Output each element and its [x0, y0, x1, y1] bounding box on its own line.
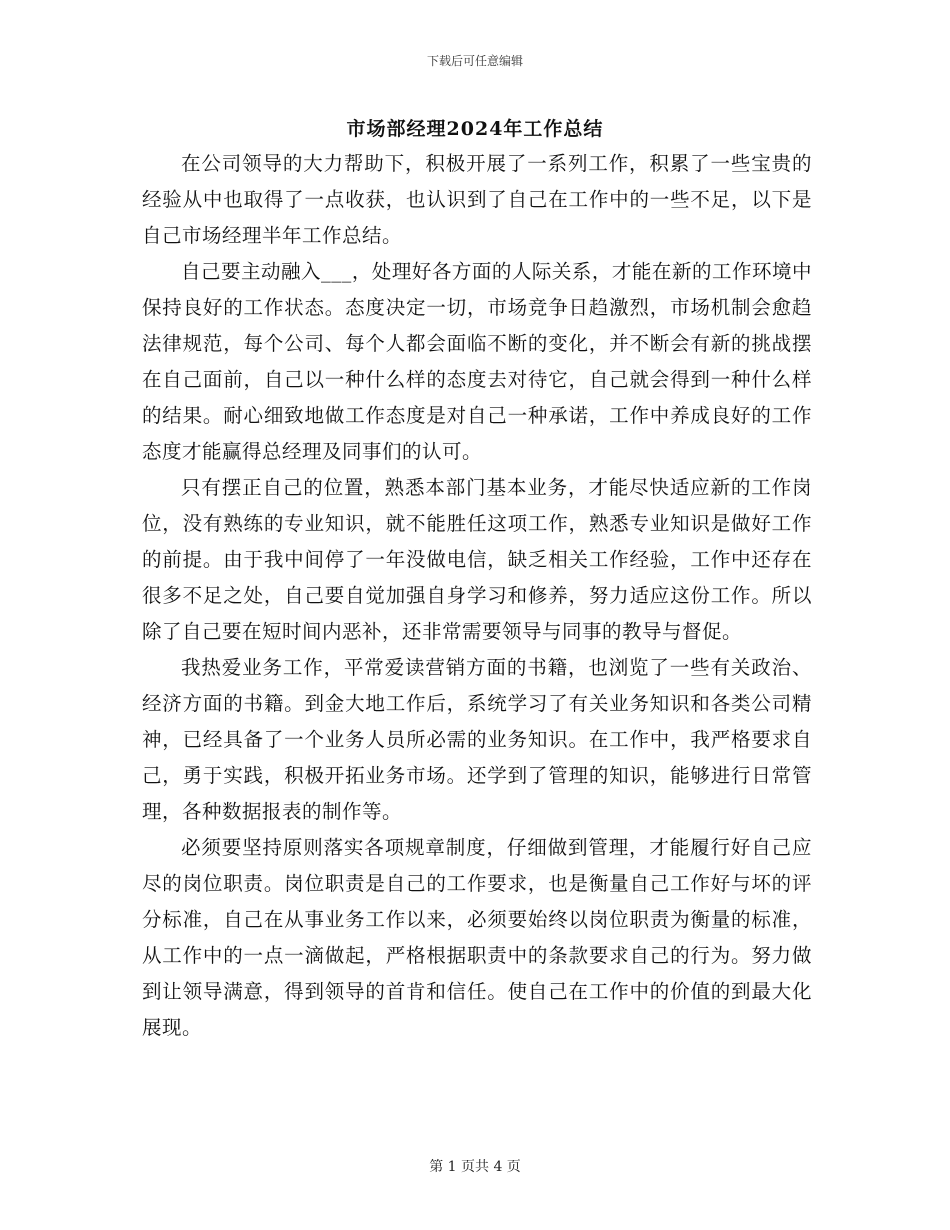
- header-note: 下载后可任意编辑: [426, 54, 523, 68]
- paragraph-1: 在公司领导的大力帮助下，积极开展了一系列工作，积累了一些宝贵的经验从中也取得了一点收获，也认识到了自己在工作中的一些不足，以下是自己市场经理半年工作总结。: [142, 152, 812, 247]
- paragraph-2: 自己要主动融入___，处理好各方面的人际关系，才能在新的工作环境中保持良好的工作状态。态度决定一切，市场竞争日趋激烈，市场机制会愈趋法律规范，每个公司、每个人都会面临不断的变化，并不断会有新的挑战摆在自己面前，自己以一种什么样的态度去对待它，自己就会得到一种什么样的结果。耐心细致地做工作态度是对自己一种承诺，工作中养成良好的工作态度才能赢得总经理及同事们的认可。: [142, 260, 812, 463]
- document-title: 市场部经理2024年工作总结: [346, 118, 604, 140]
- page-number: 第 1 页共 4 页: [429, 1159, 521, 1175]
- paragraph-4: 我热爱业务工作，平常爱读营销方面的书籍，也浏览了一些有关政治、经济方面的书籍。到金大地工作后，系统学习了有关业务知识和各类公司精神，已经具备了一个业务人员所必需的业务知识。在工作中，我严格要求自己，勇于实践，积极开拓业务市场。还学到了管理的知识，能够进行日常管理，各种数据报表的制作等。: [142, 656, 812, 823]
- document-body: [142, 146, 812, 1046]
- paragraph-3: 只有摆正自己的位置，熟悉本部门基本业务，才能尽快适应新的工作岗位，没有熟练的专业知识，就不能胜任这项工作，熟悉专业知识是做好工作的前提。由于我中间停了一年没做电信，缺乏相关工作经验，工作中还存在很多不足之处，自己要自觉加强自身学习和修养，努力适应这份工作。所以除了自己要在短时间内恶补，还非常需要领导与同事的教导与督促。: [142, 476, 812, 643]
- paragraph-5: 必须要坚持原则落实各项规章制度，仔细做到管理，才能履行好自己应尽的岗位职责。岗位职责是自己的工作要求，也是衡量自己工作好与坏的评分标准，自己在从事业务工作以来，必须要始终以岗位职责为衡量的标准，从工作中的一点一滴做起，严格根据职责中的条款要求自己的行为。努力做到让领导满意，得到领导的首肯和信任。使自己在工作中的价值的到最大化展现。: [142, 836, 812, 1039]
